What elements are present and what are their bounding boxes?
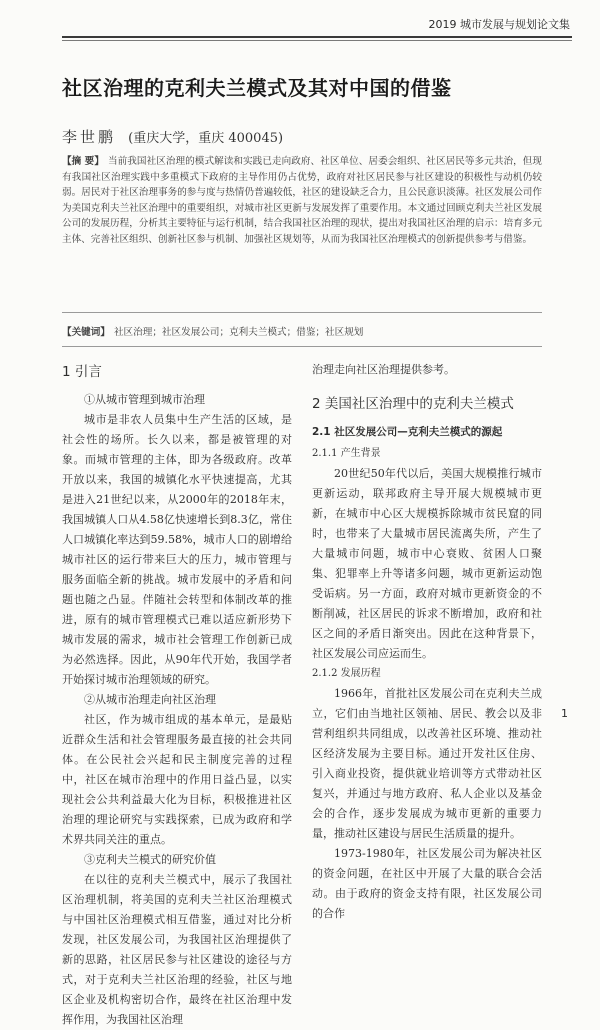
separator-top — [62, 312, 542, 313]
left-column — [62, 360, 292, 1030]
paper-title: 社区治理的克利夫兰模式及其对中国的借鉴 — [62, 76, 452, 100]
author-name: 李世鹏 — [62, 128, 117, 146]
section-2-1-title: 2.1 社区发展公司—克利夫兰模式的源起 — [312, 426, 503, 438]
page-header — [0, 0, 600, 44]
right-column — [312, 360, 542, 924]
keywords-text: 社区治理；社区发展公司；克利夫兰模式；借鉴；社区规划 — [113, 327, 364, 338]
subheading-2: ②从城市治理走向社区治理 — [84, 693, 216, 706]
paragraph-1: 城市是非农人员集中生产生活的区域，是社会性的场所。长久以来，都是被管理的对象。而城市管理的主体，即为各级政府。改革开放以来，我国的城镇化水平快速提高，尤其是进入21世纪以来，从2000年的2018年末，我国城镇人口从4.58亿快速增长到8.3亿，常住人口城镇化率达到59.58%，城市人口的剧增给城市社区的运行带来巨大的压力，城市管理与服务面临全新的挑战。城市发展中的矛盾和问题也随之凸显。伴随社会转型和体制改革的推进，原有的城市管理模式已难以适应新形势下城市发展的需求，城市社会管理工作创新已成为必然选择。因此，从90年代开始，我国学者开始探讨城市治理领域的研究。 — [62, 413, 292, 686]
author-affiliation: (重庆大学，重庆 400045) — [128, 131, 284, 146]
subheading-3: ③克利夫兰模式的研究价值 — [84, 853, 216, 866]
section-2-title: 2 美国社区治理中的克利夫兰模式 — [312, 396, 514, 412]
paragraph-3: 在以往的克利夫兰模式中，展示了我国社区治理机制，将美国的克利夫兰社区治理模式与中国社区治理模式相互借鉴，通过对比分析发现，社区发展公司，为我国社区治理提供了新的思路，社区居民参与社区建设的途径与方式，对于克利夫兰社区治理的经验，社区与地区企业及机构密切合作，最终在社区治理中发挥作用，为我国社区治理 — [62, 873, 292, 1026]
paragraph-7: 1973-1980年，社区发展公司为解决社区的资金问题，在社区中开展了大量的联合会活动。由于政府的资金支持有限，社区发展公司的合作 — [312, 847, 542, 920]
paragraph-2: 社区，作为城市组成的基本单元，是最贴近群众生活和社会管理服务最直接的社会共同体。在公民社会兴起和民主制度完善的过程中，社区在城市治理中的作用日益凸显，以实现社会公共利益最大化为目标，积极推进社区治理的理论研究与实践探索，已成为政府和学术界共同关注的重点。 — [62, 713, 292, 846]
keywords-label: 【关键词】 — [62, 327, 110, 338]
section-2-1-1-title: 2.1.1 产生背景 — [312, 448, 381, 459]
series-title: 2019 城市发展与规划论文集 — [428, 18, 570, 31]
abstract-label: 【摘 要】 — [62, 156, 104, 167]
separator-bottom — [62, 346, 542, 347]
abstract — [62, 154, 542, 247]
paragraph-4: 治理走向社区治理提供参考。 — [312, 363, 455, 376]
paragraph-6: 1966年，首批社区发展公司在克利夫兰成立，它们由当地社区领袖、居民、教会以及非营利组织共同组成，以改善社区环境、推动社区经济发展为主要目标。通过开发社区住房、引入商业投资，提供就业培训等方式带动社区复兴，并通过与地方政府、私人企业以及基金会的合作，逐步发展成为城市更新的重要力量，推动社区建设与居民生活质量的提升。 — [312, 687, 542, 840]
header-rule — [62, 36, 572, 38]
subheading-1: ①从城市管理到城市治理 — [84, 393, 205, 406]
section-2-1-2-title: 2.1.2 发展历程 — [312, 668, 381, 679]
section-1-title: 1 引言 — [62, 364, 102, 380]
paragraph-5: 20世纪50年代以后，美国大规模推行城市更新运动，联邦政府主导开展大规模城市更新，在城市中心区大规模拆除城市贫民窟的同时，也带来了大量城市居民流离失所，产生了大量城市问题，城市中心衰败、贫困人口聚集、犯罪率上升等诸多问题，城市更新运动饱受诟病。另一方面，政府对城市更新资金的不断削减，社区居民的诉求不断增加，政府和社区之间的矛盾日渐突出。因此在这种背景下，社区发展公司应运而生。 — [312, 467, 542, 660]
abstract-text: 当前我国社区治理的模式解读和实践已走向政府、社区单位、居委会组织、社区居民等多元共治，但现有我国社区治理实践中多重模式下政府的主导作用仍占优势，政府对社区居民参与社区建设的积极性与动机仍较弱。居民对于社区治理事务的参与度与热情仍普遍较低，社区的建设缺乏合力，且公民意识淡薄。社区发展公司作为美国克利夫兰社区治理中的重要组织，对城市社区更新与发展发挥了重要作用。本文通过回顾克利夫兰社区发展公司的发展历程，分析其主要特征与运行机制，结合我国社区治理的现状，提出对我国社区治理的启示：培育多元主体、完善社区组织、创新社区参与机制、加强社区规划等，从而为我国社区治理模式的创新提供参考与借鉴。 — [62, 156, 543, 245]
page-number: 1 — [561, 707, 568, 720]
keywords — [62, 325, 542, 340]
author-line — [62, 126, 283, 147]
header-rule-thin — [62, 40, 572, 41]
